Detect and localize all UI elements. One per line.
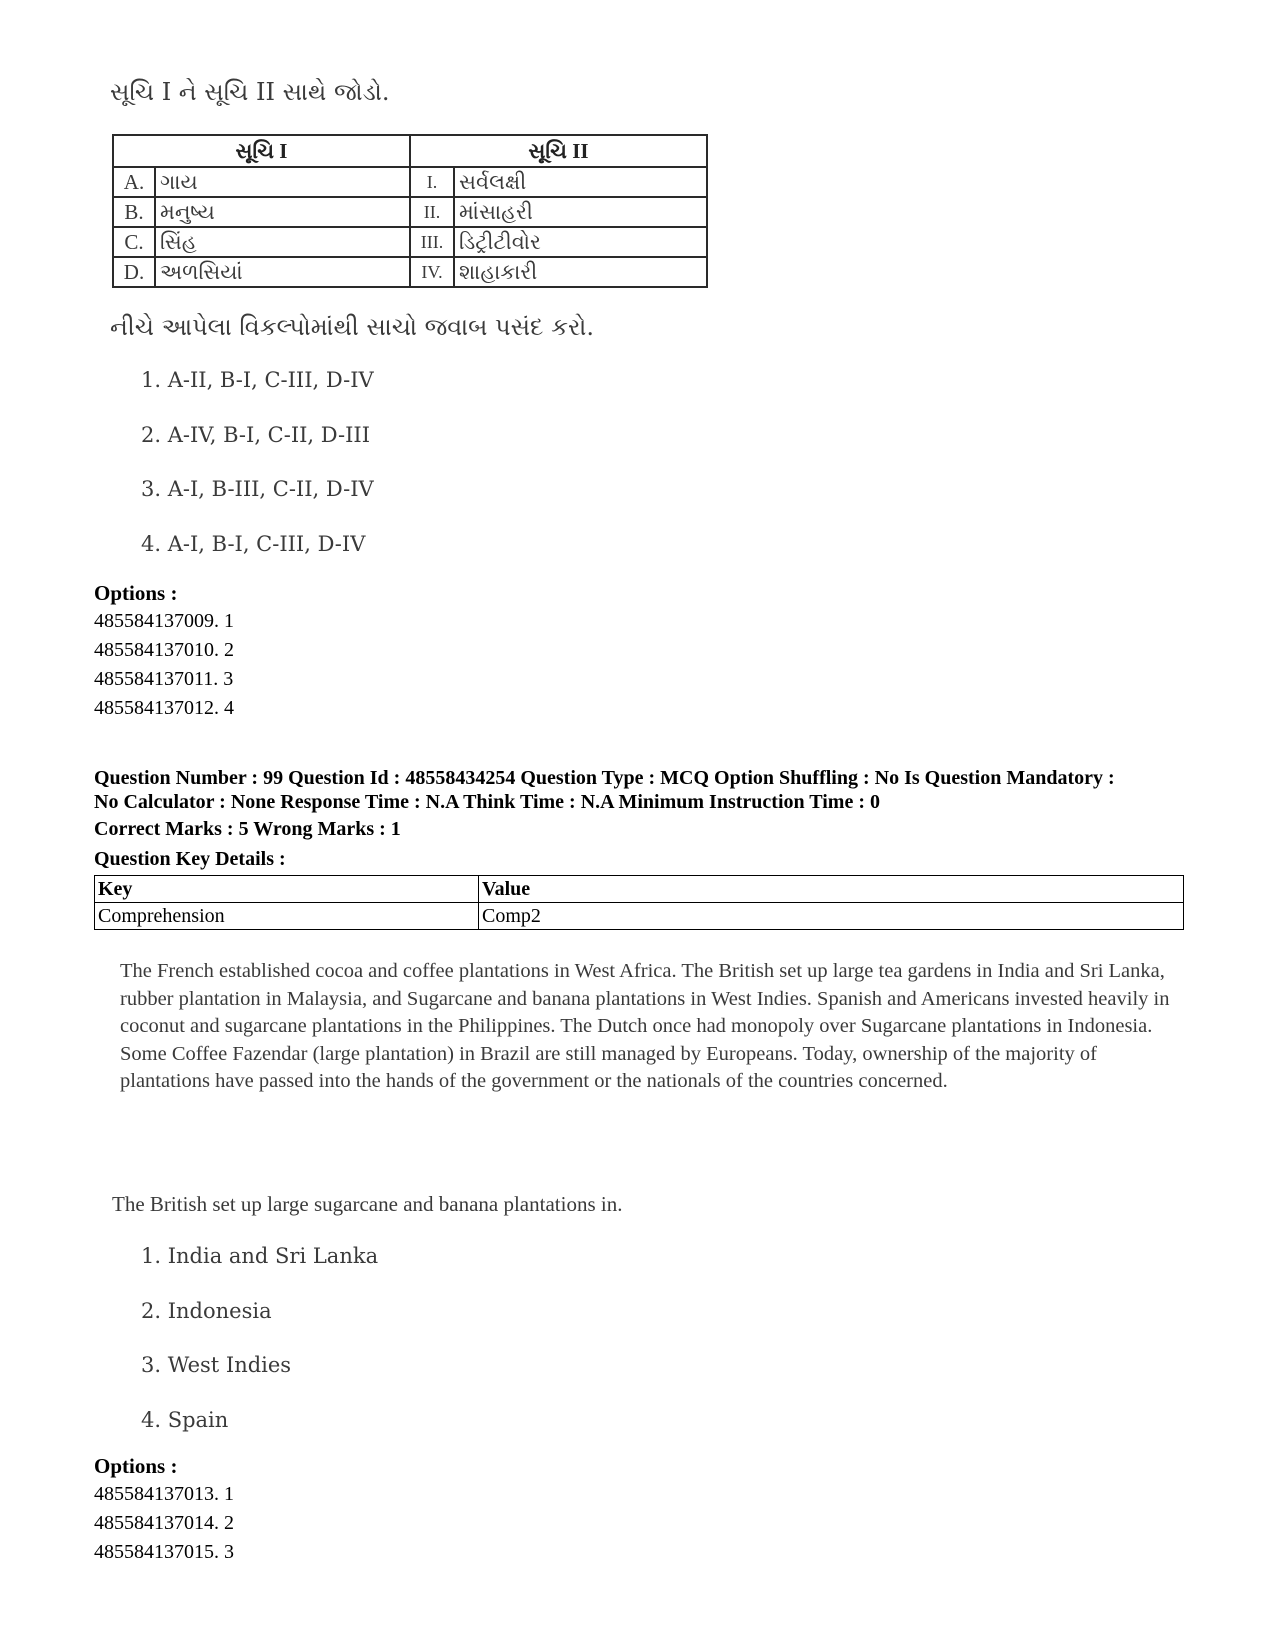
row-label: III. [410,227,454,257]
table-row [113,167,707,197]
marks-line: Correct Marks : 5 Wrong Marks : 1 [94,818,401,840]
q2-option-ids [94,1480,234,1567]
list-1-item: મનુષ્ય [155,197,410,227]
option-id: 485584137011. 3 [94,668,234,690]
list-2-item: ડિટ્રીટીવોર [454,227,707,257]
row-label: II. [410,197,454,227]
key-details-label: Question Key Details : [94,848,286,870]
match-table [112,134,708,288]
q1-option-ids [94,607,234,723]
q1-instruction: નીચે આપેલા વિકલ્પોમાંથી સાચો જવાબ પસંદ કરો. [110,313,595,341]
q2-stem: The British set up large sugarcane and banana plantations in. [112,1192,623,1216]
row-label: I. [410,167,454,197]
option-id: 485584137012. 4 [94,697,234,719]
row-label: A. [113,167,155,197]
choice-item: 2. A-IV, B-I, C-II, D-III [141,422,370,447]
value-header: Value [479,876,1184,903]
choice-item: 3. A-I, B-III, C-II, D-IV [141,477,374,501]
q1-choices [141,368,374,586]
row-label: B. [113,197,155,227]
list-1-item: સિંહ [155,227,410,257]
table-row [95,903,1184,930]
choice-item: 3. West Indies [141,1353,292,1377]
option-id: 485584137009. 1 [94,610,234,632]
list-2-item: માંસાહરી [454,197,707,227]
key-header: Key [95,876,479,903]
list-2-item: શાહાકારી [454,257,707,287]
choice-item: 4. Spain [141,1407,229,1432]
row-label: C. [113,227,155,257]
question-meta [94,766,1194,814]
option-id: 485584137015. 3 [94,1541,234,1563]
list-1-item: અળસિયાં [155,257,410,287]
match-table-header [113,135,707,167]
value-cell: Comp2 [479,903,1184,930]
list-2-item: સર્વલક્ષી [454,167,707,197]
row-label: D. [113,257,155,287]
list-2-header: સૂચિ II [410,135,707,167]
q1-options-label: Options : [94,581,178,605]
q2-options-label: Options : [94,1454,178,1478]
option-id: 485584137013. 1 [94,1483,234,1505]
table-row [113,257,707,287]
choice-item: 4. A-I, B-I, C-III, D-IV [141,531,366,556]
list-1-header: સૂચિ I [113,135,410,167]
choice-item: 1. India and Sri Lanka [141,1244,379,1268]
option-id: 485584137010. 2 [94,639,234,661]
key-details-table [94,875,1184,930]
question-meta-line: Question Number : 99 Question Id : 48558434254 Question Type : MCQ Option Shuffling : No Is Question Mandatory : [94,767,1115,789]
choice-item: 2. Indonesia [141,1298,272,1323]
question-meta-line: No Calculator : None Response Time : N.A Think Time : N.A Minimum Instruction Time : 0 [94,791,880,813]
table-row [113,227,707,257]
option-id: 485584137014. 2 [94,1512,234,1534]
q1-heading: સૂચિ I ને સૂચિ II સાથે જોડો. [110,78,390,106]
comprehension-passage: The French established cocoa and coffee plantations in West Africa. The British set up large tea gardens in India and Sri Lanka, rubber plantation in Malaysia, and Sugarcane and banana plantations in West Indies. Spanish and Americans invested heavily in coconut and sugarcane plantations in the Philippines. The Dutch once had monopoly over Sugarcane plantations in Indonesia. Some Coffee Fazendar (large plantation) in Brazil are still managed by Europeans. Today, ownership of the majority of plantations have passed into the hands of the government or the nationals of the countries concerned. [120,960,1170,1092]
key-cell: Comprehension [95,903,479,930]
list-1-item: ગાય [155,167,410,197]
q2-choices [141,1244,378,1462]
table-row [113,197,707,227]
row-label: IV. [410,257,454,287]
key-table-header [95,876,1184,903]
choice-item: 1. A-II, B-I, C-III, D-IV [141,368,374,392]
